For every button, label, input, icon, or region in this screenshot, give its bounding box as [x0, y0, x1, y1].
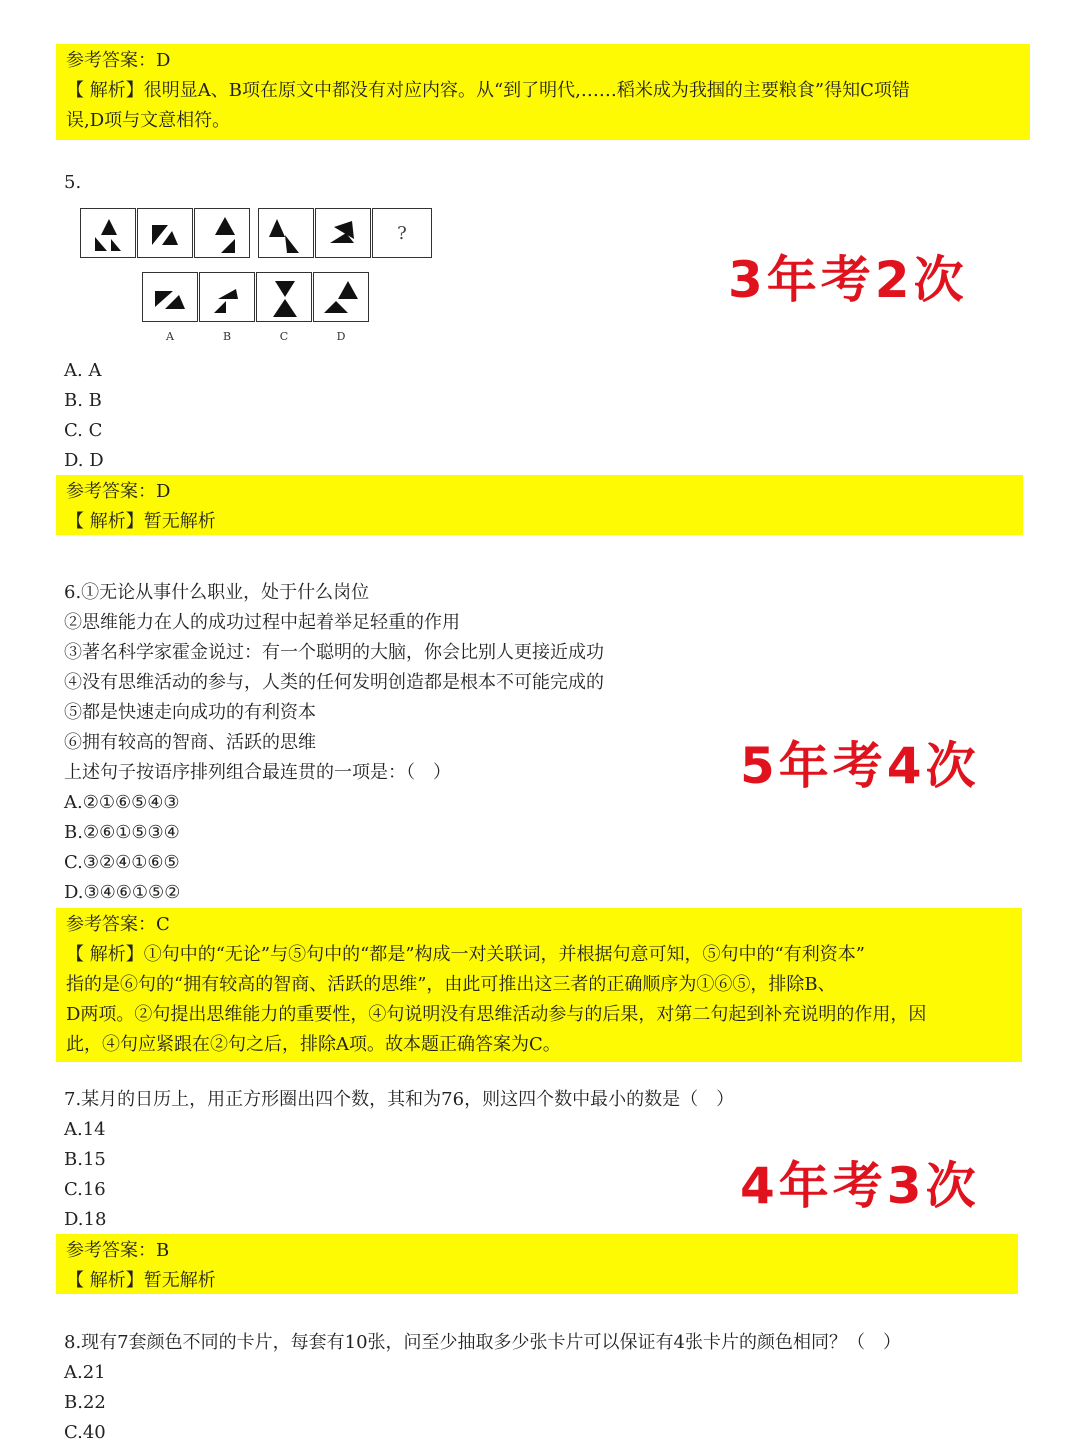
q6-analysis-line1: 【 解析】①句中的“无论”与⑤句中的“都是”构成一对关联词，并根据句意可知，⑤句中的“有利资本”: [66, 944, 865, 965]
triangle-shapes-icon: [200, 273, 256, 323]
q6-line-5: ⑤都是快速走向成功的有利资本: [64, 702, 316, 723]
q6-line-2: ②思维能力在人的成功过程中起着举足轻重的作用: [64, 612, 460, 633]
q7-question: 7.某月的日历上，用正方形圈出四个数，其和为76，则这四个数中最小的数是（ ）: [64, 1089, 735, 1110]
q4-analysis-line2: 误,D项与文意相符。: [66, 110, 231, 131]
triangle-shapes-icon: [195, 209, 251, 259]
option-figure-c: [256, 272, 312, 322]
q6-analysis-line3: D两项。②句提出思维能力的重要性，④句说明没有思维活动参与的后果，对第二句起到补充说明的作用，因: [66, 1004, 927, 1025]
triangle-shapes-icon: [143, 273, 199, 323]
q7-option-d: D.18: [64, 1209, 107, 1230]
question-mark: ?: [397, 223, 407, 244]
q8-option-a: A.21: [64, 1362, 106, 1383]
q6-line-7: 上述句子按语序排列组合最连贯的一项是：（ ）: [64, 762, 451, 783]
figure-cell-question: [372, 208, 432, 258]
q6-analysis-line4: 此，④句应紧跟在②句之后，排除A项。故本题正确答案为C。: [66, 1034, 561, 1055]
q6-line-3: ③著名科学家霍金说过：有一个聪明的大脑，你会比别人更接近成功: [64, 642, 604, 663]
q7-option-b: B.15: [64, 1149, 106, 1170]
q6-option-d: D.③④⑥①⑤②: [64, 882, 181, 903]
q5-analysis: 【 解析】暂无解析: [66, 511, 216, 532]
q4-answer-label: 参考答案：D: [66, 50, 171, 71]
figure-cell-5: [315, 208, 371, 258]
q5-answer-label: 参考答案：D: [66, 481, 171, 502]
q6-line-1: 6.①无论从事什么职业，处于什么岗位: [64, 582, 370, 603]
option-letter-d: D: [336, 330, 346, 343]
q5-option-b: B. B: [64, 390, 102, 411]
triangle-shapes-icon: [259, 209, 315, 259]
q6-analysis-line2: 指的是⑥句的“拥有较高的智商、活跃的思维”，由此可推出这三者的正确顺序为①⑥⑤，排除B、: [66, 974, 836, 995]
option-figure-a: [142, 272, 198, 322]
q6-option-b: B.②⑥①⑤③④: [64, 822, 180, 843]
q5-option-d: D. D: [64, 450, 104, 471]
q7-frequency-stamp: 4年考3次: [740, 1157, 980, 1215]
figure-cell-1: [80, 208, 136, 258]
q6-frequency-stamp: 5年考4次: [740, 737, 980, 795]
q7-option-c: C.16: [64, 1179, 106, 1200]
q7-answer-label: 参考答案：B: [66, 1240, 170, 1261]
q6-line-6: ⑥拥有较高的智商、活跃的思维: [64, 732, 316, 753]
q8-question: 8.现有7套颜色不同的卡片，每套有10张，问至少抽取多少张卡片可以保证有4张卡片的颜色相同？（ ）: [64, 1332, 901, 1353]
q8-option-b: B.22: [64, 1392, 106, 1413]
option-letter-a: A: [166, 330, 174, 343]
q5-number: 5.: [64, 172, 82, 193]
q5-option-c: C. C: [64, 420, 103, 441]
q7-option-a: A.14: [64, 1119, 106, 1140]
q4-analysis-line1: 【 解析】很明显A、B项在原文中都没有对应内容。从“到了明代,……稻米成为我掴的主要粮食”得知C项错: [66, 80, 910, 101]
figure-cell-4: [258, 208, 314, 258]
q6-answer-label: 参考答案：C: [66, 914, 170, 935]
triangle-shapes-icon: [257, 273, 313, 323]
option-figure-b: [199, 272, 255, 322]
figure-cell-2: [137, 208, 193, 258]
q5-option-a: A. A: [64, 360, 102, 381]
option-figure-d: [313, 272, 369, 322]
option-letter-c: C: [279, 330, 289, 343]
figure-cell-3: [194, 208, 250, 258]
q6-line-4: ④没有思维活动的参与，人类的任何发明创造都是根本不可能完成的: [64, 672, 604, 693]
triangle-shapes-icon: [81, 209, 137, 259]
option-letter-b: B: [222, 330, 232, 343]
triangle-shapes-icon: [138, 209, 194, 259]
triangle-shapes-icon: [316, 209, 372, 259]
q6-option-a: A.②①⑥⑤④③: [64, 792, 180, 813]
q6-option-c: C.③②④①⑥⑤: [64, 852, 180, 873]
q7-analysis: 【 解析】暂无解析: [66, 1270, 216, 1291]
q8-option-c: C.40: [64, 1422, 106, 1443]
triangle-shapes-icon: [314, 273, 370, 323]
q5-frequency-stamp: 3年考2次: [728, 251, 968, 309]
